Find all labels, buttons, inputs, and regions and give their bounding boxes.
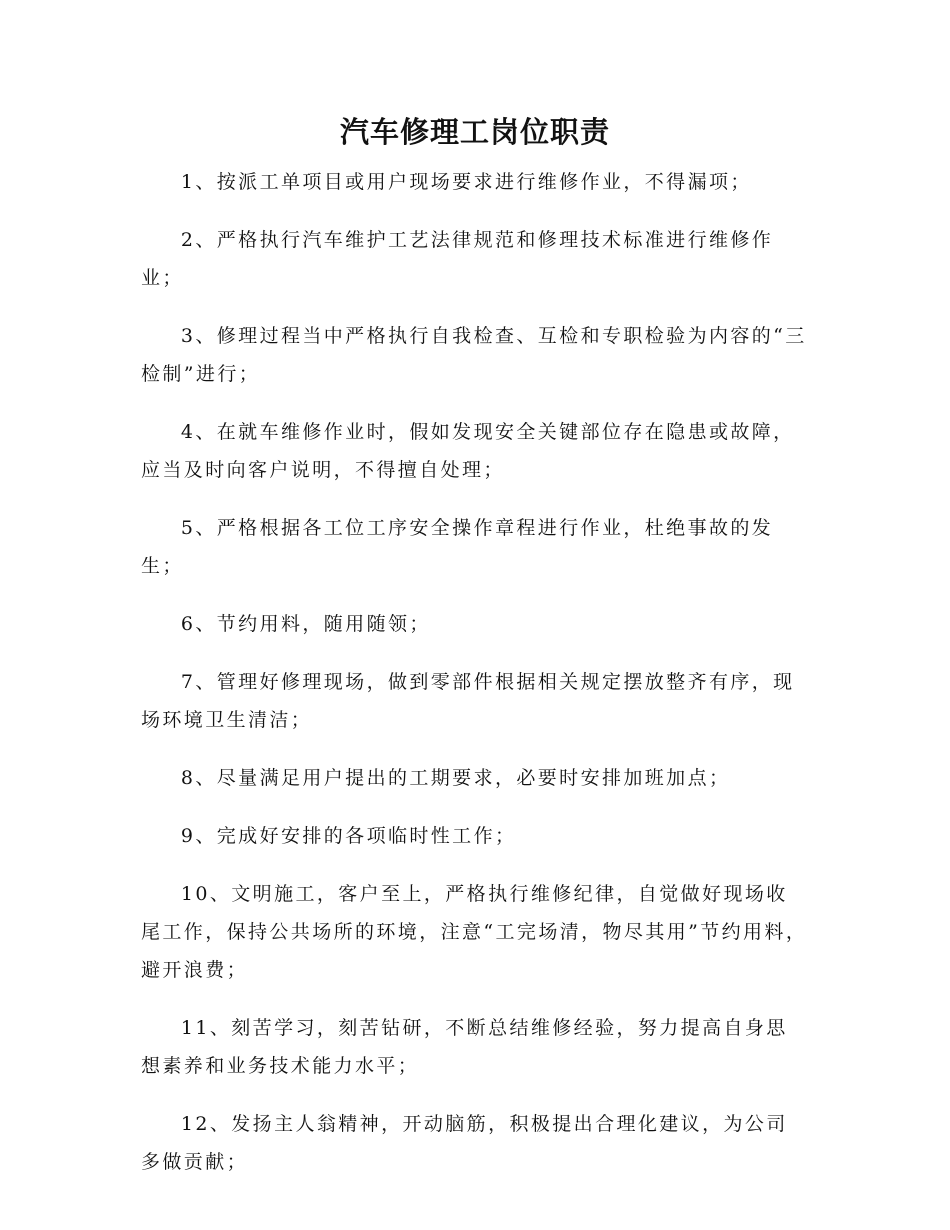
duty-item-4: 4、在就车维修作业时，假如发现安全关键部位存在隐患或故障，应当及时向客户说明，不得擅自处理；: [141, 421, 795, 481]
duty-item-8: 8、尽量满足用户提出的工期要求，必要时安排加班加点；: [180, 767, 731, 789]
duty-item-2: 2、严格执行汽车维护工艺法律规范和修理技术标准进行维修作业；: [141, 229, 774, 289]
duty-item-1: 1、按派工单项目或用户现场要求进行维修作业，不得漏项；: [180, 171, 752, 193]
duty-item-12: 12、发扬主人翁精神，开动脑筋，积极提出合理化建议，为公司多做贡献；: [141, 1113, 788, 1173]
duty-item-11: 11、刻苦学习，刻苦钻研，不断总结维修经验，努力提高自身思想素养和业务技术能力水平；: [141, 1017, 788, 1077]
duty-item-6: 6、节约用料，随用随领；: [180, 613, 431, 635]
document-title: 汽车修理工岗位职责: [339, 115, 610, 149]
document-body: [141, 163, 809, 1201]
duty-item-3: 3、修理过程当中严格执行自我检查、互检和专职检验为内容的“三检制”进行；: [141, 325, 807, 385]
duty-item-7: 7、管理好修理现场，做到零部件根据相关规定摆放整齐有序，现场环境卫生清洁；: [141, 671, 795, 731]
duty-item-10: 10、文明施工，客户至上，严格执行维修纪律，自觉做好现场收尾工作，保持公共场所的环境，注意“工完场清，物尽其用”节约用料，避开浪费；: [141, 883, 808, 981]
duty-item-5: 5、严格根据各工位工序安全操作章程进行作业，杜绝事故的发生；: [141, 517, 774, 577]
duty-item-9: 9、完成好安排的各项临时性工作；: [180, 825, 517, 847]
